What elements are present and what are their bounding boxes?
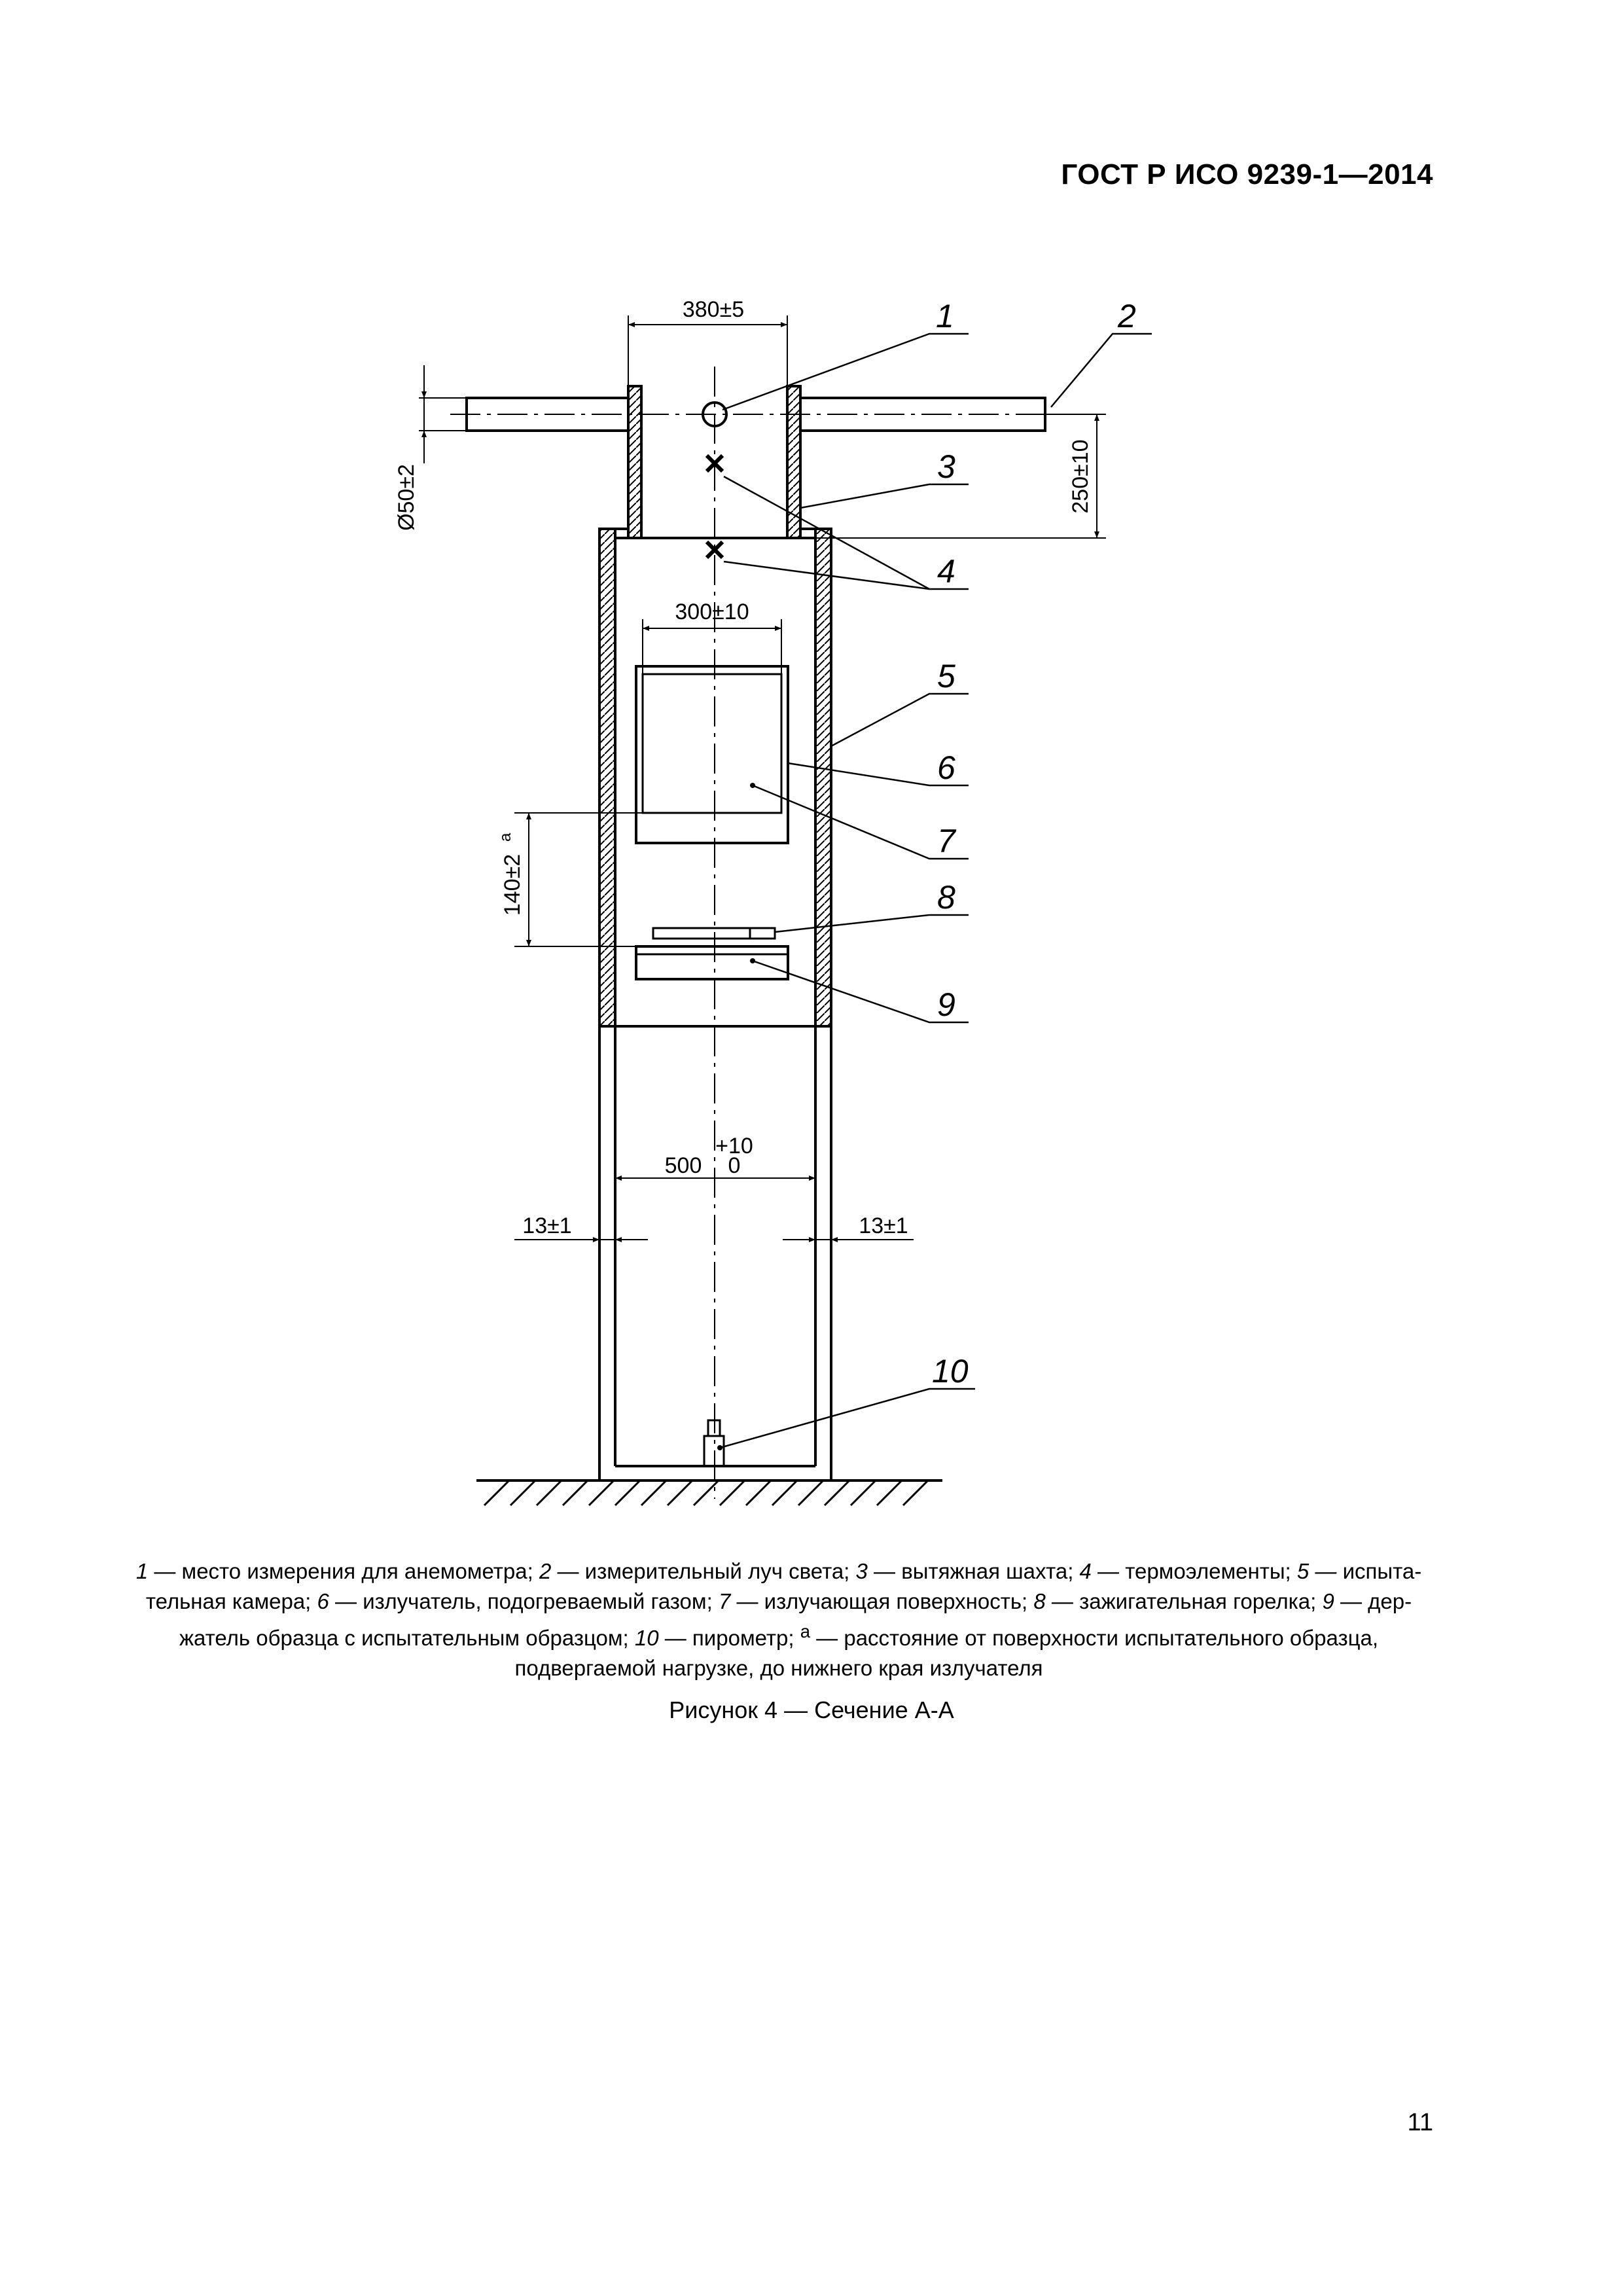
specimen-holder <box>636 946 788 979</box>
label-9: 9 <box>937 986 955 1023</box>
legend-line-3: жатель образца с испытательным образцом; 10 — пирометр; $^а$ — расстояние от поверхности испытательного образца, <box>179 1621 1379 1650</box>
label-3: 3 <box>937 448 955 485</box>
chamber-wall-left <box>599 529 615 1026</box>
page-number: 11 <box>1407 2109 1433 2136</box>
dim-chamber-tol-lower: 0 <box>728 1153 741 1178</box>
dim-wall-right: 13±1 <box>859 1213 908 1238</box>
dim-sample-distance: 140±2 <box>500 853 525 916</box>
radiator <box>636 666 788 843</box>
dim-chamber-width: 500 <box>664 1153 702 1178</box>
dim-beam-height: 250±10 <box>1068 439 1093 514</box>
dim-sample-distance-note: a <box>497 833 514 842</box>
label-4: 4 <box>937 553 955 590</box>
legend-line-4: подвергаемой нагрузке, до нижнего края излучателя <box>514 1656 1043 1680</box>
label-10: 10 <box>932 1353 969 1390</box>
label-5: 5 <box>937 658 955 694</box>
document-header: ГОСТ Р ИСО 9239-1—2014 <box>1061 158 1433 190</box>
label-1: 1 <box>936 298 954 334</box>
exhaust-stack-wall-left <box>628 386 641 538</box>
legend-line-1: 1 — место измерения для анемометра; 2 — измерительный луч света; 3 — вытяжная шахта; 4 — термоэлементы; 5 — испыта- <box>135 1559 1422 1583</box>
dim-radiator-width: 300±10 <box>675 600 749 624</box>
figure-title: Рисунок 4 — Сечение А-А <box>669 1696 954 1723</box>
legend-line-2: тельная камера; 6 — излучатель, подогреваемый газом; 7 — излучающая поверхность; 8 — зажигательная горелка; 9 — дер- <box>145 1589 1412 1613</box>
dim-chamber-tol-upper: +10 <box>715 1134 753 1158</box>
dim-top-width: 380±5 <box>682 297 745 322</box>
dim-pipe-diameter: Ø50±2 <box>394 464 419 531</box>
label-8: 8 <box>937 879 955 916</box>
label-7: 7 <box>937 823 955 859</box>
label-6: 6 <box>937 749 955 786</box>
label-2: 2 <box>1118 298 1136 334</box>
radiating-surface <box>643 674 781 813</box>
chamber-wall-right <box>815 529 831 1026</box>
dim-wall-left: 13±1 <box>522 1213 572 1238</box>
figure-legend <box>118 1556 1440 1683</box>
